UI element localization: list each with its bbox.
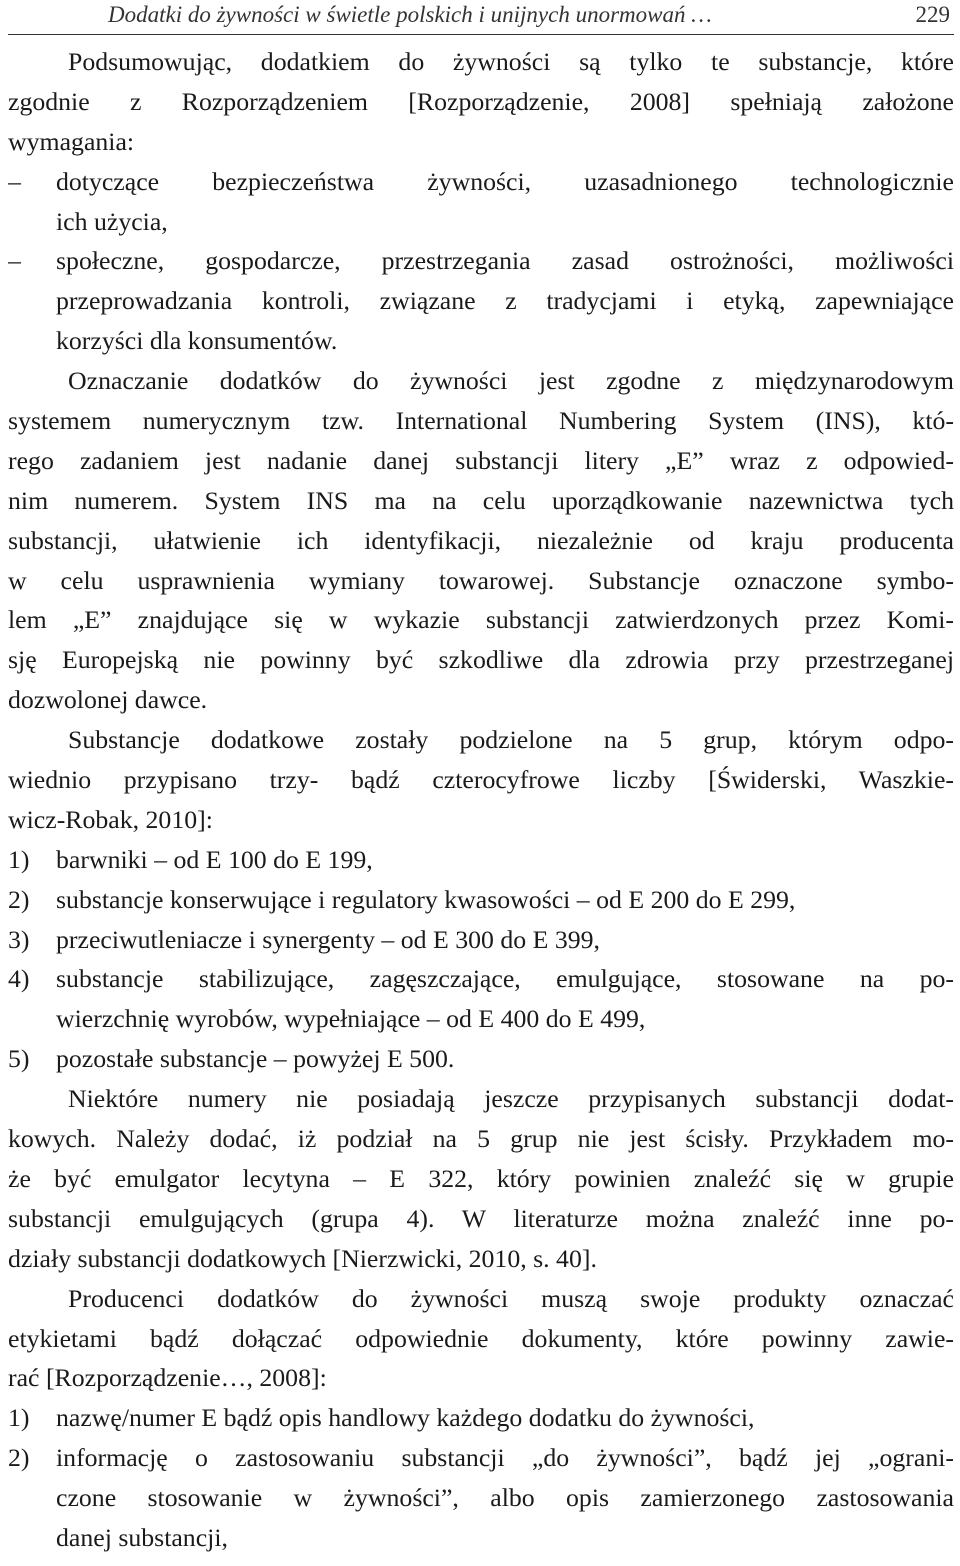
text-line [8,441,954,481]
text-line [8,840,954,880]
list-marker: 4) [8,964,30,994]
text-line [8,720,954,760]
line-text: Oznaczanie dodatków do żywności jest zgodne z międzynarodowym [68,366,954,396]
text-line [8,1279,954,1319]
text-line [8,1199,954,1239]
line-text: rego zadaniem jest nadanie danej substancji litery „E” wraz z odpowied- [8,445,954,475]
line-text: przeciwutleniacze i synergenty – od E 300 do E 399, [56,924,600,954]
line-text: dozwolonej dawce. [8,685,208,715]
line-text: że być emulgator lecytyna – E 322, który powinien znaleźć się w grupie [8,1163,954,1193]
text-line [8,521,954,561]
line-text: Podsumowując, dodatkiem do żywności są tylko te substancje, które [68,47,954,76]
list-marker: 2) [8,1443,30,1473]
text-line [8,999,954,1039]
text-line [8,1079,954,1119]
line-text: danej substancji, [56,1522,228,1552]
body-text [8,42,954,1558]
line-text: zgodnie z Rozporządzeniem [Rozporządzenie, 2008] spełniają założone [8,86,954,116]
text-line [8,1159,954,1199]
line-text: rać [Rozporządzenie…, 2008]: [8,1363,327,1393]
text-line [8,760,954,800]
text-line [8,1039,954,1079]
line-text: Producenci dodatków do żywności muszą swoje produkty oznaczać [68,1283,954,1313]
line-text: nim numerem. System INS ma na celu uporządkowanie nazewnictwa tych [8,485,954,515]
list-marker: 1) [8,844,30,874]
text-line [8,281,954,321]
line-text: Substancje dodatkowe zostały podzielone na 5 grup, którym odpo- [68,725,954,755]
line-text: substancje konserwujące i regulatory kwasowości – od E 200 do E 299, [56,884,796,914]
text-line [8,680,954,720]
text-line [8,1438,954,1478]
text-line [8,1358,954,1398]
line-text: etykietami bądź dołączać odpowiednie dokumenty, które powinny zawie- [8,1323,954,1353]
text-line [8,561,954,601]
text-line [8,241,954,281]
text-line [8,920,954,960]
line-text: sję Europejską nie powinny być szkodliwe dla zdrowia przy przestrzeganej [8,645,954,675]
running-title: Dodatki do żywności w świetle polskich i unijnych unormowań … [108,2,712,27]
line-text: przeprowadzania kontroli, związane z tradycjami i etyką, zapewniające [56,286,954,316]
text-line [8,122,954,162]
line-text: społeczne, gospodarcze, przestrzegania zasad ostrożności, możliwości [56,246,954,276]
line-text: wymagania: [8,126,135,156]
line-text: informację o zastosowaniu substancji „do żywności”, bądź jej „ograni- [56,1443,954,1473]
text-line [8,640,954,680]
line-text: wiednio przypisano trzy- bądź czterocyfrowe liczby [Świderski, Waszkie- [8,765,954,795]
text-line [8,82,954,122]
line-text: systemem numerycznym tzw. International Numbering System (INS), któ- [8,406,954,436]
line-text: kowych. Należy dodać, iż podział na 5 grup nie jest ścisły. Przykładem mo- [8,1124,954,1154]
text-line [8,1398,954,1438]
text-line [8,959,954,999]
line-text: substancji emulgujących (grupa 4). W literaturze można znaleźć inne po- [8,1203,954,1233]
list-marker: – [8,166,21,196]
line-text: czone stosowanie w żywności”, albo opis zamierzonego zastosowania [56,1483,954,1513]
line-text: w celu usprawnienia wymiany towarowej. Substancje oznaczone symbo- [8,565,954,595]
list-marker: 3) [8,924,30,954]
line-text: substancje stabilizujące, zagęszczające, emulgujące, stosowane na po- [56,964,954,994]
running-header [8,0,954,35]
list-marker: 2) [8,884,30,914]
text-line [8,1319,954,1359]
line-text: substancji, ułatwienie ich identyfikacji, niezależnie od kraju producenta [8,525,954,555]
line-text: wicz-Robak, 2010]: [8,804,213,834]
line-text: korzyści dla konsumentów. [56,326,338,356]
text-line [8,880,954,920]
line-text: Niektóre numery nie posiadają jeszcze przypisanych substancji dodat- [68,1084,954,1114]
text-line [8,321,954,361]
line-text: barwniki – od E 100 do E 199, [56,844,373,874]
text-line [8,600,954,640]
line-text: działy substancji dodatkowych [Nierzwicki, 2010, s. 40]. [8,1243,597,1273]
line-text: wierzchnię wyrobów, wypełniające – od E 400 do E 499, [56,1004,646,1034]
line-text: dotyczące bezpieczeństwa żywności, uzasadnionego technologicznie [56,166,954,196]
text-line [8,1478,954,1518]
text-line [8,361,954,401]
line-text: pozostałe substancje – powyżej E 500. [56,1044,455,1074]
text-line [8,481,954,521]
line-text: nazwę/numer E bądź opis handlowy każdego dodatku do żywności, [56,1403,755,1433]
page-number: 229 [915,2,950,27]
text-line [8,800,954,840]
list-marker: 1) [8,1403,30,1433]
text-line [8,1119,954,1159]
text-line [8,401,954,441]
line-text: ich użycia, [56,206,168,236]
list-marker: – [8,246,21,276]
text-line [8,162,954,202]
text-line [8,1518,954,1558]
text-line [8,42,954,82]
line-text: lem „E” znajdujące się w wykazie substancji zatwierdzonych przez Komi- [8,605,954,635]
text-line [8,202,954,242]
list-marker: 5) [8,1044,30,1074]
text-line [8,1239,954,1279]
